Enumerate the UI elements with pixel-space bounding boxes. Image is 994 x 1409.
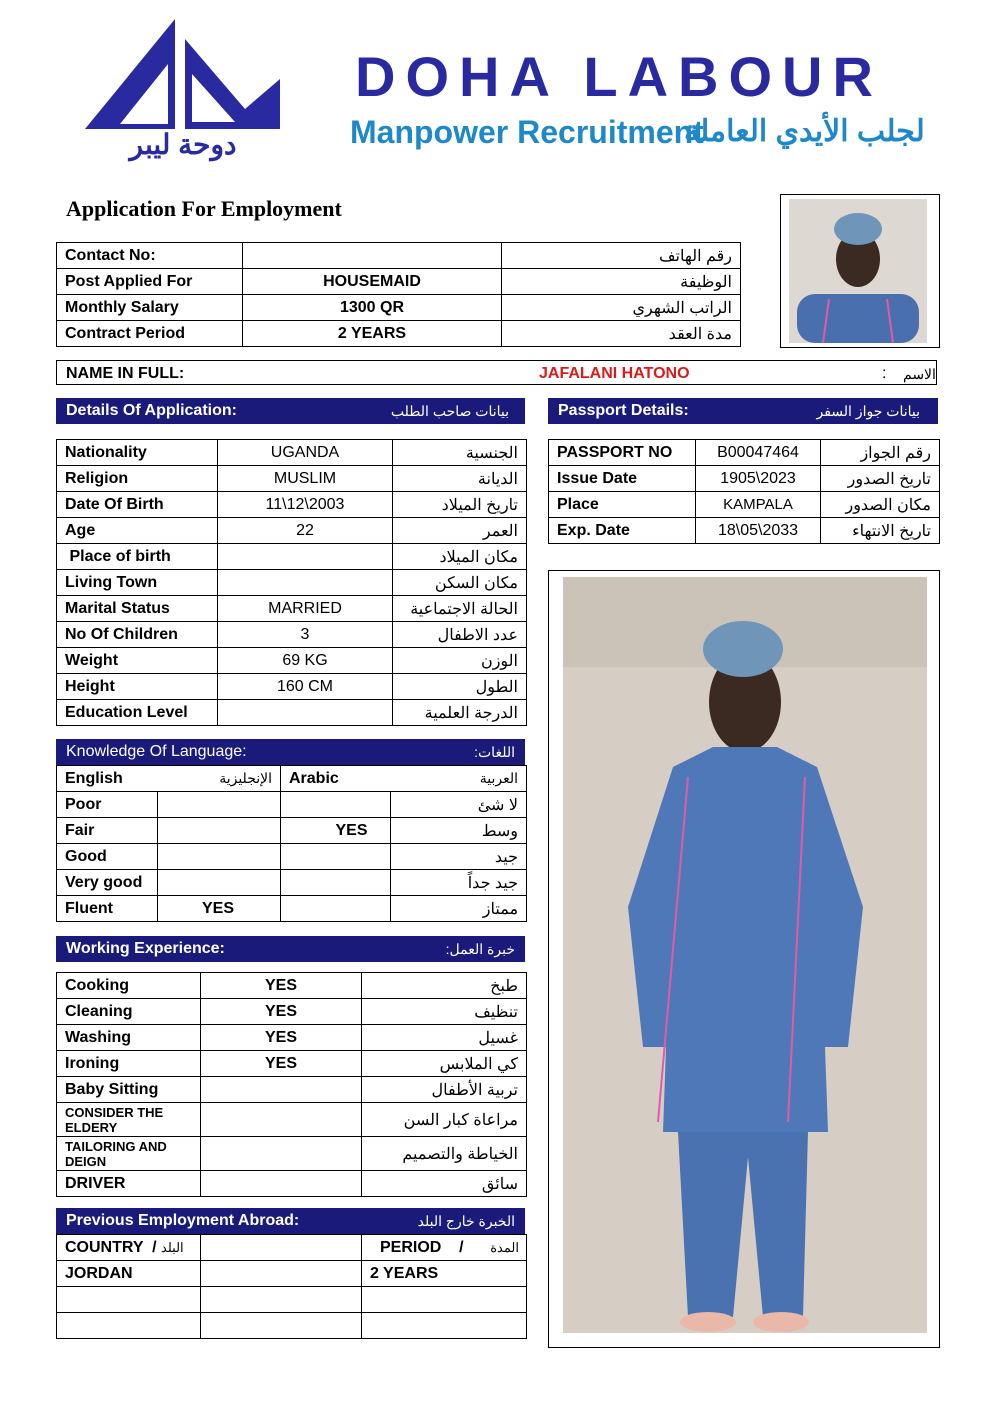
english-label: English	[65, 769, 123, 787]
name-value: JAFALANI HATONO	[539, 365, 690, 382]
abroad-period: 2 YEARS	[362, 1261, 527, 1287]
english-level: YES	[158, 896, 281, 922]
tagline-arabic: لجلب الأيدي العاملة	[684, 115, 925, 148]
abroad-header	[56, 1208, 525, 1234]
table-row	[549, 466, 940, 492]
passport-label: PASSPORT NO	[549, 440, 696, 466]
detail-value: 3	[218, 622, 393, 648]
detail-label: Place of birth	[57, 544, 218, 570]
salary-row	[57, 295, 741, 321]
name-colon: :	[882, 365, 887, 382]
detail-value: 160 CM	[218, 674, 393, 700]
skill-label-ar: كي الملابس	[362, 1051, 527, 1077]
contact-value	[243, 243, 502, 269]
country-label-ar: البلد	[161, 1239, 184, 1255]
detail-label-ar: تاريخ الميلاد	[393, 492, 527, 518]
skill-value	[201, 1077, 362, 1103]
passport-label: Issue Date	[549, 466, 696, 492]
details-header-ar: بيانات صاحب الطلب	[390, 402, 509, 419]
table-row	[57, 596, 527, 622]
experience-header	[56, 936, 525, 962]
passport-label: Exp. Date	[549, 518, 696, 544]
level-label: Fluent	[57, 896, 158, 922]
passport-header-ar: بيانات جواز السفر	[816, 402, 920, 419]
abroad-country: JORDAN	[57, 1261, 201, 1287]
period-column-header	[362, 1235, 527, 1261]
skill-label-ar: تنظيف	[362, 999, 527, 1025]
table-row	[57, 818, 527, 844]
level-label: Fair	[57, 818, 158, 844]
level-label: Very good	[57, 870, 158, 896]
detail-label-ar: الحالة الاجتماعية	[393, 596, 527, 622]
country-label: COUNTRY /	[65, 1238, 157, 1256]
name-label-ar: الاسم	[903, 366, 936, 382]
country-column-header	[57, 1235, 201, 1261]
post-row	[57, 269, 741, 295]
arabic-label-ar: العربية	[479, 770, 519, 786]
detail-value	[218, 544, 393, 570]
level-label-ar: جيد جداً	[391, 870, 527, 896]
detail-value	[218, 700, 393, 726]
detail-value: 11\12\2003	[218, 492, 393, 518]
abroad-period	[362, 1287, 527, 1313]
period-label-ar: المدة	[490, 1239, 519, 1255]
detail-label: Living Town	[57, 570, 218, 596]
table-row	[57, 570, 527, 596]
passport-value: 1905\2023	[696, 466, 821, 492]
skill-label-ar: غسيل	[362, 1025, 527, 1051]
photo-small-image	[789, 199, 927, 343]
detail-label-ar: الجنسية	[393, 440, 527, 466]
english-level	[158, 792, 281, 818]
skill-label: Washing	[57, 1025, 201, 1051]
detail-label: Religion	[57, 466, 218, 492]
skill-value: YES	[201, 1025, 362, 1051]
table-row	[57, 1103, 527, 1137]
skill-label: Cleaning	[57, 999, 201, 1025]
detail-value: MARRIED	[218, 596, 393, 622]
detail-label: Education Level	[57, 700, 218, 726]
detail-value: 69 KG	[218, 648, 393, 674]
skill-value: YES	[201, 1051, 362, 1077]
details-header-title: Details Of Application:	[66, 402, 237, 419]
details-table	[56, 439, 527, 726]
page-title: Application For Employment	[66, 196, 342, 221]
language-table	[56, 765, 527, 922]
table-row	[57, 896, 527, 922]
table-row	[57, 1261, 527, 1287]
table-row	[57, 544, 527, 570]
contract-label: Contract Period	[57, 321, 243, 347]
table-row	[57, 1287, 527, 1313]
tagline-english: Manpower Recruitment	[350, 114, 704, 150]
passport-label-ar: مكان الصدور	[821, 492, 940, 518]
experience-header-ar: خبرة العمل:	[445, 940, 515, 957]
table-row	[57, 792, 527, 818]
post-label: Post Applied For	[57, 269, 243, 295]
language-header	[56, 739, 525, 765]
table-row	[57, 492, 527, 518]
abroad-country	[57, 1287, 201, 1313]
passport-table	[548, 439, 940, 544]
photo-large-image	[563, 577, 927, 1333]
detail-label-ar: الوزن	[393, 648, 527, 674]
table-row	[549, 440, 940, 466]
detail-label-ar: مكان الميلاد	[393, 544, 527, 570]
table-row	[57, 674, 527, 700]
passport-header-title: Passport Details:	[558, 402, 689, 419]
salary-value: 1300 QR	[243, 295, 502, 321]
table-row	[57, 1025, 527, 1051]
salary-label-ar: الراتب الشهري	[502, 295, 741, 321]
table-row	[57, 518, 527, 544]
table-row	[57, 1051, 527, 1077]
abroad-country	[57, 1313, 201, 1339]
contract-row	[57, 321, 741, 347]
skill-label: CONSIDER THE ELDERY	[57, 1103, 201, 1137]
table-row	[57, 1077, 527, 1103]
contact-label: Contact No:	[57, 243, 243, 269]
level-label: Poor	[57, 792, 158, 818]
arabic-level	[281, 896, 391, 922]
level-label-ar: لا شئ	[391, 792, 527, 818]
abroad-header-row	[57, 1235, 527, 1261]
language-header-row	[57, 766, 527, 792]
salary-label: Monthly Salary	[57, 295, 243, 321]
post-label-ar: الوظيفة	[502, 269, 741, 295]
contact-table	[56, 242, 741, 347]
level-label-ar: جيد	[391, 844, 527, 870]
skill-label: Baby Sitting	[57, 1077, 201, 1103]
table-row	[57, 466, 527, 492]
passport-header	[548, 398, 938, 424]
abroad-spacer	[201, 1313, 362, 1339]
detail-label-ar: العمر	[393, 518, 527, 544]
detail-value: 22	[218, 518, 393, 544]
level-label-ar: وسط	[391, 818, 527, 844]
table-row	[57, 1171, 527, 1197]
table-row	[57, 844, 527, 870]
table-row	[57, 973, 527, 999]
passport-value: KAMPALA	[696, 492, 821, 518]
table-row	[57, 440, 527, 466]
skill-value	[201, 1171, 362, 1197]
abroad-spacer	[201, 1261, 362, 1287]
skill-label: Cooking	[57, 973, 201, 999]
experience-header-title: Working Experience:	[66, 940, 225, 957]
table-row	[57, 648, 527, 674]
detail-label-ar: الطول	[393, 674, 527, 700]
detail-label: Marital Status	[57, 596, 218, 622]
english-column-header	[57, 766, 281, 792]
contract-value: 2 YEARS	[243, 321, 502, 347]
skill-label-ar: مراعاة كبار السن	[362, 1103, 527, 1137]
abroad-header-title: Previous Employment Abroad:	[66, 1212, 300, 1229]
detail-value	[218, 570, 393, 596]
logo-arabic-text: دوحة ليبر	[129, 129, 237, 160]
skill-label-ar: سائق	[362, 1171, 527, 1197]
passport-value: B00047464	[696, 440, 821, 466]
detail-label-ar: الدرجة العلمية	[393, 700, 527, 726]
detail-label: No Of Children	[57, 622, 218, 648]
table-row	[57, 622, 527, 648]
passport-label-ar: تاريخ الانتهاء	[821, 518, 940, 544]
table-row	[57, 1313, 527, 1339]
skill-value: YES	[201, 973, 362, 999]
table-row	[57, 870, 527, 896]
detail-value: UGANDA	[218, 440, 393, 466]
detail-label-ar: مكان السكن	[393, 570, 527, 596]
language-header-ar: اللغات:	[474, 743, 515, 760]
passport-label-ar: رقم الجواز	[821, 440, 940, 466]
skill-label: TAILORING AND DEIGN	[57, 1137, 201, 1171]
country-spacer	[201, 1235, 362, 1261]
skill-label-ar: الخياطة والتصميم	[362, 1137, 527, 1171]
company-name: DOHA LABOUR	[355, 45, 883, 108]
arabic-column-header	[281, 766, 527, 792]
level-label-ar: ممتاز	[391, 896, 527, 922]
name-label: NAME IN FULL:	[66, 365, 185, 382]
english-level	[158, 870, 281, 896]
applicant-photo-large	[548, 570, 940, 1348]
skill-label-ar: طبخ	[362, 973, 527, 999]
detail-label: Date Of Birth	[57, 492, 218, 518]
language-header-title: Knowledge Of Language:	[66, 743, 247, 760]
arabic-level: YES	[281, 818, 391, 844]
skill-value	[201, 1137, 362, 1171]
detail-label: Nationality	[57, 440, 218, 466]
skill-value: YES	[201, 999, 362, 1025]
arabic-level	[281, 792, 391, 818]
detail-label: Age	[57, 518, 218, 544]
period-label: PERIOD /	[380, 1238, 464, 1256]
abroad-period	[362, 1313, 527, 1339]
detail-label: Weight	[57, 648, 218, 674]
detail-label-ar: عدد الاطفال	[393, 622, 527, 648]
passport-label-ar: تاريخ الصدور	[821, 466, 940, 492]
arabic-label: Arabic	[289, 769, 339, 787]
detail-value: MUSLIM	[218, 466, 393, 492]
name-row	[56, 360, 937, 385]
detail-label: Height	[57, 674, 218, 700]
abroad-table	[56, 1234, 527, 1339]
skill-label: DRIVER	[57, 1171, 201, 1197]
passport-label: Place	[549, 492, 696, 518]
contract-label-ar: مدة العقد	[502, 321, 741, 347]
table-row	[57, 700, 527, 726]
table-row	[57, 999, 527, 1025]
english-level	[158, 844, 281, 870]
contact-label-ar: رقم الهاتف	[502, 243, 741, 269]
table-row	[57, 1137, 527, 1171]
experience-table	[56, 972, 527, 1197]
contact-row	[57, 243, 741, 269]
passport-value: 18\05\2033	[696, 518, 821, 544]
details-header	[56, 398, 525, 424]
skill-value	[201, 1103, 362, 1137]
detail-label-ar: الديانة	[393, 466, 527, 492]
level-label: Good	[57, 844, 158, 870]
abroad-header-ar: الخبرة خارج البلد	[417, 1212, 515, 1229]
table-row	[549, 518, 940, 544]
applicant-photo-small	[780, 194, 940, 348]
post-value: HOUSEMAID	[243, 269, 502, 295]
english-level	[158, 818, 281, 844]
abroad-spacer	[201, 1287, 362, 1313]
skill-label-ar: تربية الأطفال	[362, 1077, 527, 1103]
arabic-level	[281, 870, 391, 896]
english-label-ar: الإنجليزية	[219, 770, 272, 786]
table-row	[549, 492, 940, 518]
skill-label: Ironing	[57, 1051, 201, 1077]
arabic-level	[281, 844, 391, 870]
